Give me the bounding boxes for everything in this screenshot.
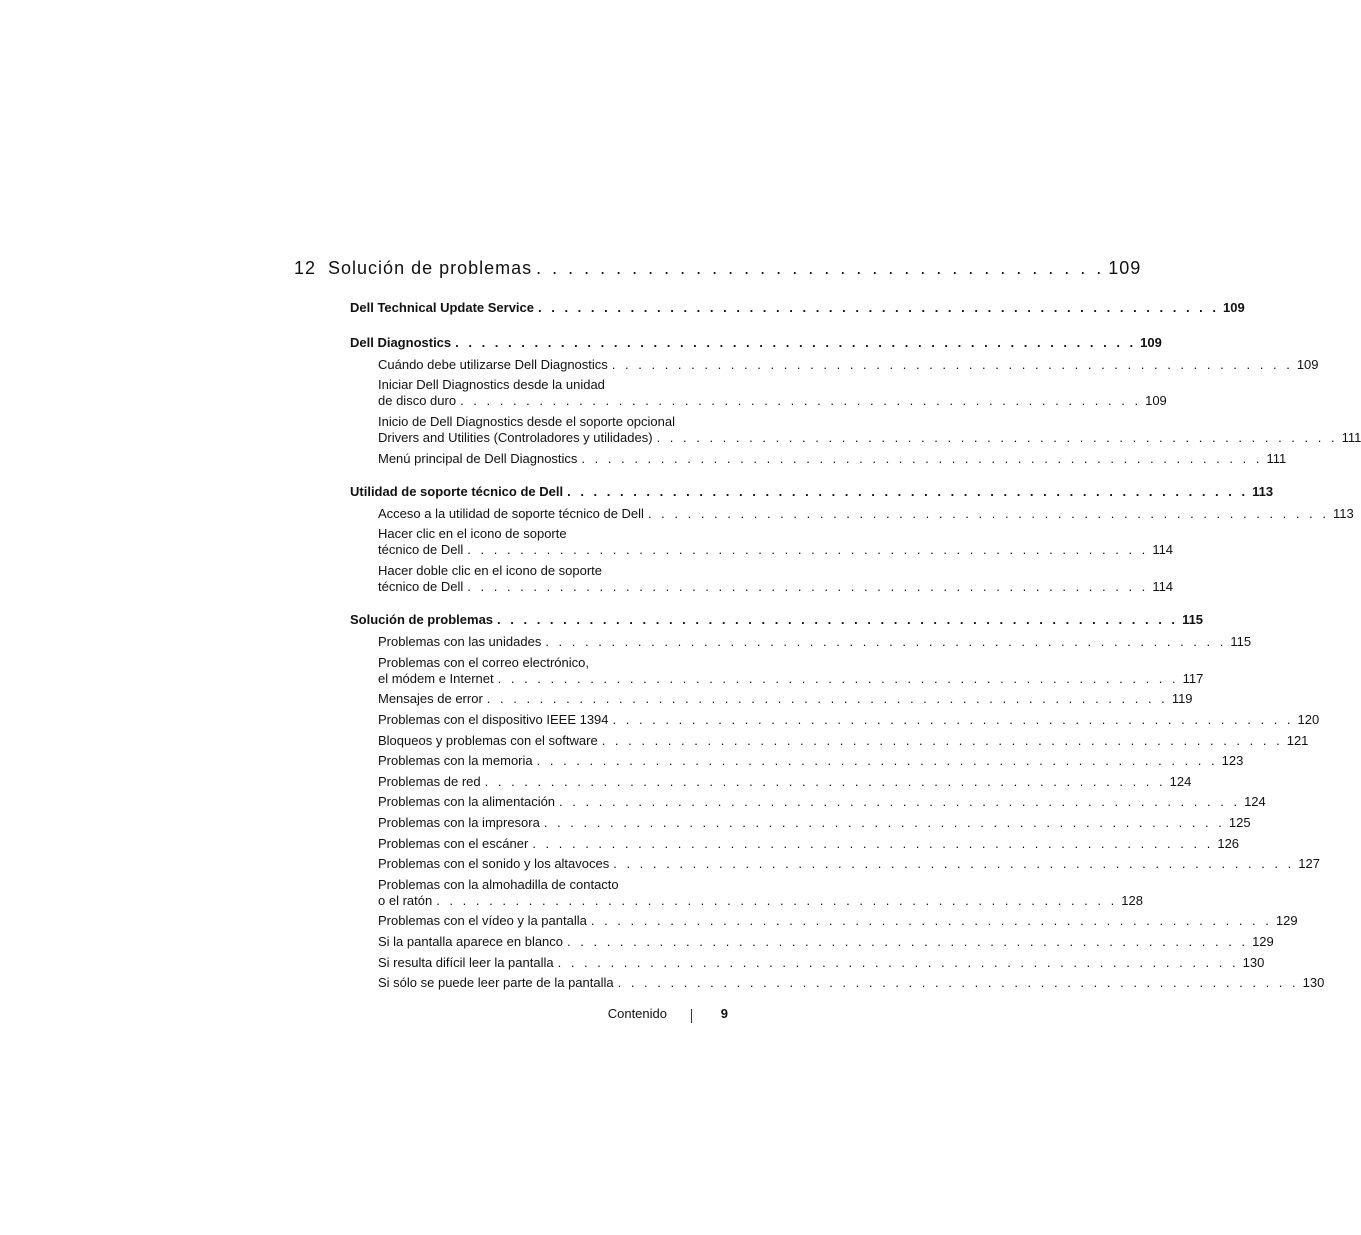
toc-page-number: 129 <box>1252 933 1274 949</box>
toc-entry-title: Si resulta difícil leer la pantalla <box>378 954 554 970</box>
toc-page-number: 109 <box>1140 334 1162 350</box>
chapter-page-number: 109 <box>1108 258 1142 278</box>
toc-subsection-entry[interactable] <box>378 691 1193 707</box>
toc-page-number: 113 <box>1332 505 1354 521</box>
toc-entry-title: Problemas con el sonido y los altavoces <box>378 856 610 872</box>
dot-leader: . . . . . . . . . . . . . . . . . . . . . . . . . . . . . . . . . . . . . . . . . . . . . . . . . . . . <box>536 753 1218 769</box>
dot-leader: . . . . . . . . . . . . . . . . . . . . . . . . . . . . . . . . . . . . . . . . . . . . . . . . . . . . <box>601 732 1283 748</box>
toc-subsection-entry[interactable] <box>378 753 1244 769</box>
footer-label: Contenido <box>607 1006 667 1021</box>
dot-leader: . . . . . . . . . . . . . . . . . . . . . . . . . . . . . . . . . . . . . . . . . . . . . . . . . . . . <box>647 505 1329 521</box>
toc-page-number: 121 <box>1286 732 1309 748</box>
toc-subsection-entry[interactable] <box>378 670 1204 686</box>
toc-entry-title-line: Inicio de Dell Diagnostics desde el soporte opcional <box>378 413 676 429</box>
toc-entry-title: Drivers and Utilities (Controladores y utilidades) <box>378 429 653 445</box>
toc-entry-title: Problemas con la alimentación <box>378 794 556 810</box>
dot-leader: . . . . . . . . . . . . . . . . . . . . . . . . . . . . . . . . . . . . . . . . . . . . . . . . . . . . <box>567 933 1249 949</box>
toc-page-number: 130 <box>1302 975 1325 991</box>
dot-leader: . . . . . . . . . . . . . . . . . . . . . . . . . . . . . . . . . . . . . . . . . . . . . . . . . . . . <box>656 429 1338 445</box>
toc-entry-title: el módem e Internet <box>378 670 494 686</box>
toc-page-number: 111 <box>1266 450 1287 466</box>
dot-leader: . . . . . . . . . . . . . . . . . . . . . . . . . . . . . . . . . . . . . . . . . . . . . . . . . . . . <box>532 835 1214 851</box>
toc-entry-title: Menú principal de Dell Diagnostics <box>378 450 578 466</box>
dot-leader: . . . . . . . . . . . . . . . . . . . . . . . . . . . . . . . . . . . . . . . . . . . . . . . . . . . . <box>484 773 1166 789</box>
toc-page-number: 124 <box>1244 794 1266 810</box>
toc-page-number: 126 <box>1217 835 1240 851</box>
dot-leader: . . . . . . . . . . . . . . . . . . . . . . . . . . . . . . . . . . . . . . . . . . . . . . . . . . . . <box>557 954 1239 970</box>
dot-leader: . . . . . . . . . . . . . . . . . . . . . . . . . . . . . . . . . . . . . . . . . . . . . . . . . . . . <box>545 634 1227 650</box>
dot-leader: . . . . . . . . . . . . . . . . . . . . . . . . . . . . . . . . . . . . . . . . . . . . . . . . . . . . <box>467 542 1149 558</box>
toc-entry-title: Mensajes de error <box>378 691 483 707</box>
toc-page-number: 115 <box>1230 634 1252 650</box>
dot-leader: . . . . . . . . . . . . . . . . . . . . . . . . . . . . . . . . . . . . . . . . . . . . . . . . . . . . <box>611 356 1293 372</box>
toc-subsection-entry[interactable] <box>378 542 1174 558</box>
toc-page-number: 123 <box>1221 753 1244 769</box>
dot-leader: . . . . . . . . . . . . . . . . . . . . . . . . . . . . . . . . . . . . <box>536 258 1105 278</box>
toc-entry-title: Utilidad de soporte técnico de Dell <box>350 483 564 499</box>
toc-page-number: 115 <box>1182 612 1204 627</box>
toc-page-number: 120 <box>1297 711 1320 727</box>
toc-subsection-entry[interactable] <box>378 814 1251 830</box>
toc-entry-title: Problemas con el dispositivo IEEE 1394 <box>378 711 609 727</box>
toc-section-entry[interactable] <box>350 334 1162 350</box>
toc-page-number: 109 <box>1296 356 1319 372</box>
toc-page-number: 128 <box>1121 892 1143 908</box>
toc-section-entry[interactable] <box>350 612 1204 627</box>
toc-subsection-entry[interactable] <box>378 835 1240 851</box>
toc-subsection-entry[interactable] <box>378 429 1361 445</box>
toc-page-number: 119 <box>1171 691 1193 707</box>
toc-page-number: 124 <box>1169 773 1192 789</box>
toc-page-number: 125 <box>1228 814 1251 830</box>
dot-leader: . . . . . . . . . . . . . . . . . . . . . . . . . . . . . . . . . . . . . . . . . . . . . . . . . . . . <box>460 393 1142 409</box>
toc-page-number: 113 <box>1252 483 1274 499</box>
toc-subsection-entry[interactable] <box>378 393 1167 409</box>
dot-leader: . . . . . . . . . . . . . . . . . . . . . . . . . . . . . . . . . . . . . . . . . . . . . . . . . . . . <box>613 856 1295 872</box>
toc-page-number: 114 <box>1152 542 1174 558</box>
toc-entry-title-line: Iniciar Dell Diagnostics desde la unidad <box>378 377 605 393</box>
toc-subsection-entry[interactable] <box>378 933 1274 949</box>
toc-subsection-entry[interactable] <box>378 975 1325 991</box>
chapter-title: Solución de problemas <box>328 258 533 278</box>
toc-entry-title: técnico de Dell <box>378 542 464 558</box>
dot-leader: . . . . . . . . . . . . . . . . . . . . . . . . . . . . . . . . . . . . . . . . . . . . . . . . . . . . <box>567 483 1249 499</box>
toc-subsection-entry[interactable] <box>378 773 1192 789</box>
toc-page-number: 127 <box>1298 856 1320 872</box>
dot-leader: . . . . . . . . . . . . . . . . . . . . . . . . . . . . . . . . . . . . . . . . . . . . . . . . . . . . <box>467 578 1149 594</box>
toc-subsection-entry[interactable] <box>378 794 1266 810</box>
dot-leader: . . . . . . . . . . . . . . . . . . . . . . . . . . . . . . . . . . . . . . . . . . . . . . . . . . . . <box>581 450 1263 466</box>
toc-entry-title: Bloqueos y problemas con el software <box>378 732 598 748</box>
page-footer <box>560 1006 730 1026</box>
toc-entry-title: Problemas con el escáner <box>378 835 529 851</box>
toc-subsection-entry[interactable] <box>378 505 1354 521</box>
toc-entry-title: Si sólo se puede leer parte de la pantalla <box>378 975 614 991</box>
toc-entry-title: Problemas con la memoria <box>378 753 533 769</box>
toc-entry-title-line: Hacer clic en el icono de soporte <box>378 526 567 542</box>
toc-entry-title: Si la pantalla aparece en blanco <box>378 933 564 949</box>
toc-entry-title: Dell Technical Update Service <box>350 300 534 315</box>
toc-section-entry[interactable] <box>350 483 1274 499</box>
toc-subsection-entry[interactable] <box>378 913 1298 929</box>
toc-entry-title: Problemas con las unidades <box>378 634 542 650</box>
chapter-heading[interactable] <box>294 258 1142 279</box>
dot-leader: . . . . . . . . . . . . . . . . . . . . . . . . . . . . . . . . . . . . . . . . . . . . . . . . . . . . <box>543 814 1225 830</box>
toc-entry-title: Cuándo debe utilizarse Dell Diagnostics <box>378 356 608 372</box>
toc-entry-title: o el ratón <box>378 892 433 908</box>
dot-leader: . . . . . . . . . . . . . . . . . . . . . . . . . . . . . . . . . . . . . . . . . . . . . . . . . . . . <box>617 975 1299 991</box>
toc-subsection-entry[interactable] <box>378 634 1252 650</box>
toc-page-number: 109 <box>1145 393 1167 409</box>
dot-leader: . . . . . . . . . . . . . . . . . . . . . . . . . . . . . . . . . . . . . . . . . . . . . . . . . . . . <box>497 612 1179 627</box>
toc-subsection-entry[interactable] <box>378 856 1320 872</box>
toc-page-number: 129 <box>1275 913 1298 929</box>
footer-page-number: 9 <box>720 1006 728 1021</box>
dot-leader: . . . . . . . . . . . . . . . . . . . . . . . . . . . . . . . . . . . . . . . . . . . . . . . . . . . . <box>486 691 1168 707</box>
toc-entry-title-line: Problemas con el correo electrónico, <box>378 654 589 670</box>
toc-entry-title: Solución de problemas <box>350 612 494 627</box>
toc-page-number: 109 <box>1223 300 1245 315</box>
toc-entry-title: Problemas de red <box>378 773 481 789</box>
toc-subsection-entry[interactable] <box>378 356 1319 372</box>
dot-leader: . . . . . . . . . . . . . . . . . . . . . . . . . . . . . . . . . . . . . . . . . . . . . . . . . . . . <box>590 913 1272 929</box>
toc-entry-title-line: Problemas con la almohadilla de contacto <box>378 876 619 892</box>
toc-subsection-entry[interactable] <box>378 578 1174 594</box>
toc-subsection-entry[interactable] <box>378 892 1143 908</box>
toc-entry-title: Acceso a la utilidad de soporte técnico de Dell <box>378 505 644 521</box>
dot-leader: . . . . . . . . . . . . . . . . . . . . . . . . . . . . . . . . . . . . . . . . . . . . . . . . . . . . <box>559 794 1241 810</box>
toc-entry-title: Dell Diagnostics <box>350 334 452 350</box>
toc-subsection-entry[interactable] <box>378 954 1265 970</box>
toc-entry-title: técnico de Dell <box>378 578 464 594</box>
footer-separator <box>691 1009 692 1023</box>
chapter-number: 12 <box>294 258 317 278</box>
dot-leader: . . . . . . . . . . . . . . . . . . . . . . . . . . . . . . . . . . . . . . . . . . . . . . . . . . . . <box>612 711 1294 727</box>
toc-entry-title: de disco duro <box>378 393 457 409</box>
toc-page-number: 114 <box>1152 578 1174 594</box>
toc-entry-title: Problemas con el vídeo y la pantalla <box>378 913 587 929</box>
dot-leader: . . . . . . . . . . . . . . . . . . . . . . . . . . . . . . . . . . . . . . . . . . . . . . . . . . . . <box>455 334 1137 350</box>
dot-leader: . . . . . . . . . . . . . . . . . . . . . . . . . . . . . . . . . . . . . . . . . . . . . . . . . . . . <box>497 670 1179 686</box>
toc-subsection-entry[interactable] <box>378 450 1287 466</box>
dot-leader: . . . . . . . . . . . . . . . . . . . . . . . . . . . . . . . . . . . . . . . . . . . . . . . . . . . . <box>436 892 1118 908</box>
toc-page-number: 130 <box>1242 954 1265 970</box>
toc-page-number: 111 <box>1341 429 1361 445</box>
toc-section-entry[interactable] <box>350 300 1245 315</box>
toc-page-number: 117 <box>1182 670 1204 686</box>
toc-entry-title: Problemas con la impresora <box>378 814 540 830</box>
dot-leader: . . . . . . . . . . . . . . . . . . . . . . . . . . . . . . . . . . . . . . . . . . . . . . . . . . . . <box>538 300 1220 315</box>
toc-entry-title-line: Hacer doble clic en el icono de soporte <box>378 562 603 578</box>
toc-subsection-entry[interactable] <box>378 711 1320 727</box>
toc-subsection-entry[interactable] <box>378 732 1309 748</box>
